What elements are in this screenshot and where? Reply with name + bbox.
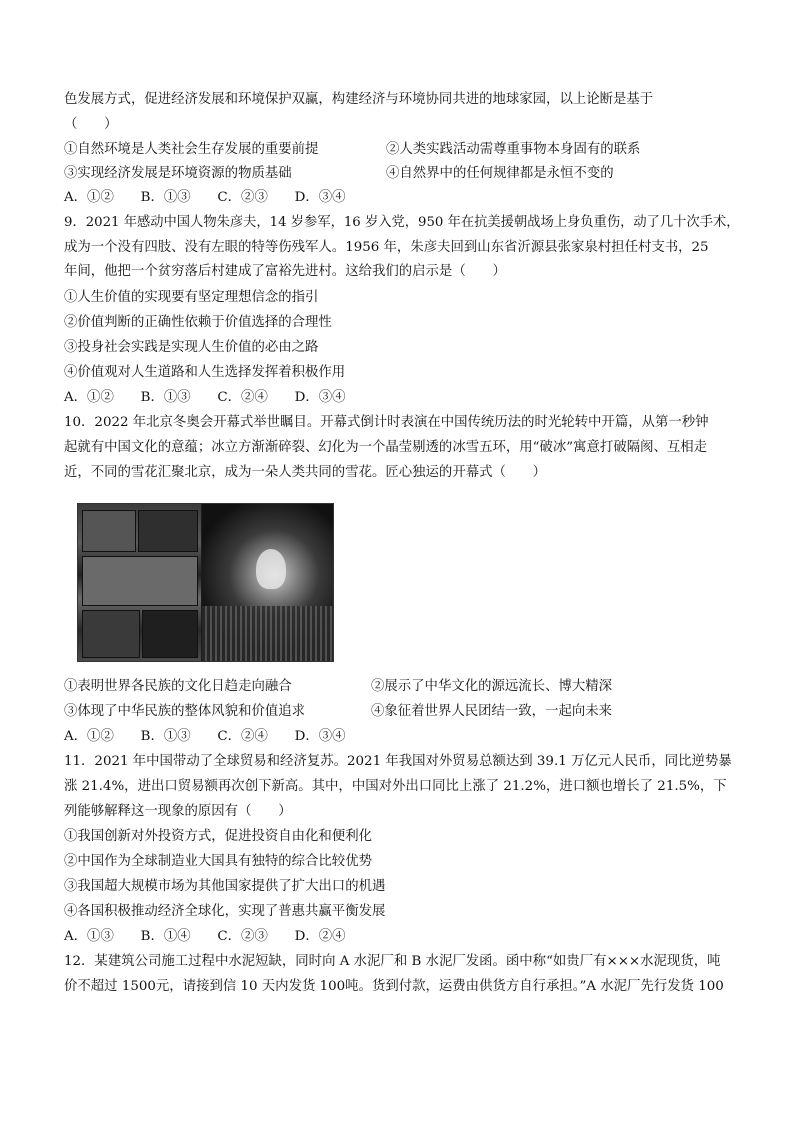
q11-stem-line1: 11．2021 年中国带动了全球贸易和经济复苏。2021 年我国对外贸易总额达到 39.1 万亿元人民币，同比逆势暴	[64, 754, 732, 769]
q9-stem-line2: 成为一个没有四肢、没有左眼的特等伤残军人。1956 年，朱彦夫回到山东省沂源县张家泉村担任村支书，25	[64, 240, 709, 255]
q9-option-4: ④价值观对人生道路和人生选择发挥着积极作用	[64, 365, 346, 380]
q8-choices: A．①② B．①③ C．②③ D．③④	[64, 190, 346, 205]
q8-option-3: ③实现经济发展是环境资源的物质基础	[64, 166, 292, 181]
q8-stem-line1: 色发展方式，促进经济发展和环境保护双赢，构建经济与环境协同共进的地球家园，以上论断是基于	[64, 92, 654, 107]
q9-stem-line3: 年间，他把一个贫穷落后村建成了富裕先进村。这给我们的启示是（ ）	[64, 264, 506, 279]
q11-option-4: ④各国积极推动经济全球化，实现了普惠共赢平衡发展	[64, 904, 386, 919]
q8-option-4: ④自然界中的任何规律都是永恒不变的	[386, 166, 614, 181]
q11-stem-line3: 列能够解释这一现象的原因有（ ）	[64, 804, 292, 819]
q10-option-4: ④象征着世界人民团结一致，一起向未来	[371, 704, 613, 719]
q10-stem-line2: 起就有中国文化的意蕴；冰立方渐渐碎裂、幻化为一个晶莹剔透的冰雪五环，用“破冰”寓意打破隔阂、互相走	[64, 440, 708, 455]
q9-option-2: ②价值判断的正确性依赖于价值选择的合理性	[64, 315, 332, 330]
q8-option-2: ②人类实践活动需尊重事物本身固有的联系	[386, 142, 641, 157]
photo-crowd	[202, 606, 333, 661]
q8-stem-answer-blank: （ ）	[64, 117, 118, 132]
q11-option-2: ②中国作为全球制造业大国具有独特的综合比较优势	[64, 854, 372, 869]
q11-stem-line2: 涨 21.4%，进出口贸易额再次创下新高。其中，中国对外出口同比上涨了 21.2%，进口额也增长了 21.5%，下	[64, 779, 727, 794]
q10-option-2: ②展示了中华文化的源远流长、博大精深	[371, 679, 613, 694]
q10-option-1: ①表明世界各民族的文化日趋走向融合	[64, 679, 292, 694]
q10-choices: A．①② B．①③ C．②④ D．③④	[64, 729, 346, 744]
q9-option-1: ①人生价值的实现要有坚定理想信念的指引	[64, 290, 319, 305]
q12-stem-line2: 价不超过 1500元，请接到信 10 天内发货 100吨。货到付款，运费由供货方自行承担。”A 水泥厂先行发货 100	[64, 979, 724, 994]
q11-option-1: ①我国创新对外投资方式，促进投资自由化和便利化	[64, 829, 372, 844]
q11-option-3: ③我国超大规模市场为其他国家提供了扩大出口的机遇	[64, 879, 386, 894]
q11-choices: A．①③ B．①④ C．②③ D．②④	[64, 929, 346, 944]
q8-option-1: ①自然环境是人类社会生存发展的重要前提	[64, 142, 319, 157]
snowflake-torch	[256, 549, 286, 589]
q10-option-3: ③体现了中华民族的整体风貌和价值追求	[64, 704, 306, 719]
q9-stem-line1: 9．2021 年感动中国人物朱彦夫，14 岁参军，16 岁入党，950 年在抗美援朝战场上身负重伤，动了几十次手术，	[64, 215, 740, 230]
q12-stem-line1: 12．某建筑公司施工过程中水泥短缺，同时向 A 水泥厂和 B 水泥厂发函。函中称“如贵厂有×××水泥现货，吨	[64, 954, 721, 969]
opening-ceremony-photo	[77, 503, 334, 662]
q9-option-3: ③投身社会实践是实现人生价值的必由之路	[64, 340, 319, 355]
q10-stem-line3: 近，不同的雪花汇聚北京，成为一朵人类共同的雪花。匠心独运的开幕式（ ）	[64, 465, 547, 480]
q9-choices: A．①② B．①③ C．②④ D．③④	[64, 390, 346, 405]
photo-collage-left	[78, 504, 201, 661]
q10-stem-line1: 10．2022 年北京冬奥会开幕式举世瞩目。开幕式倒计时表演在中国传统历法的时光轮转中开篇，从第一秒钟	[64, 415, 709, 430]
